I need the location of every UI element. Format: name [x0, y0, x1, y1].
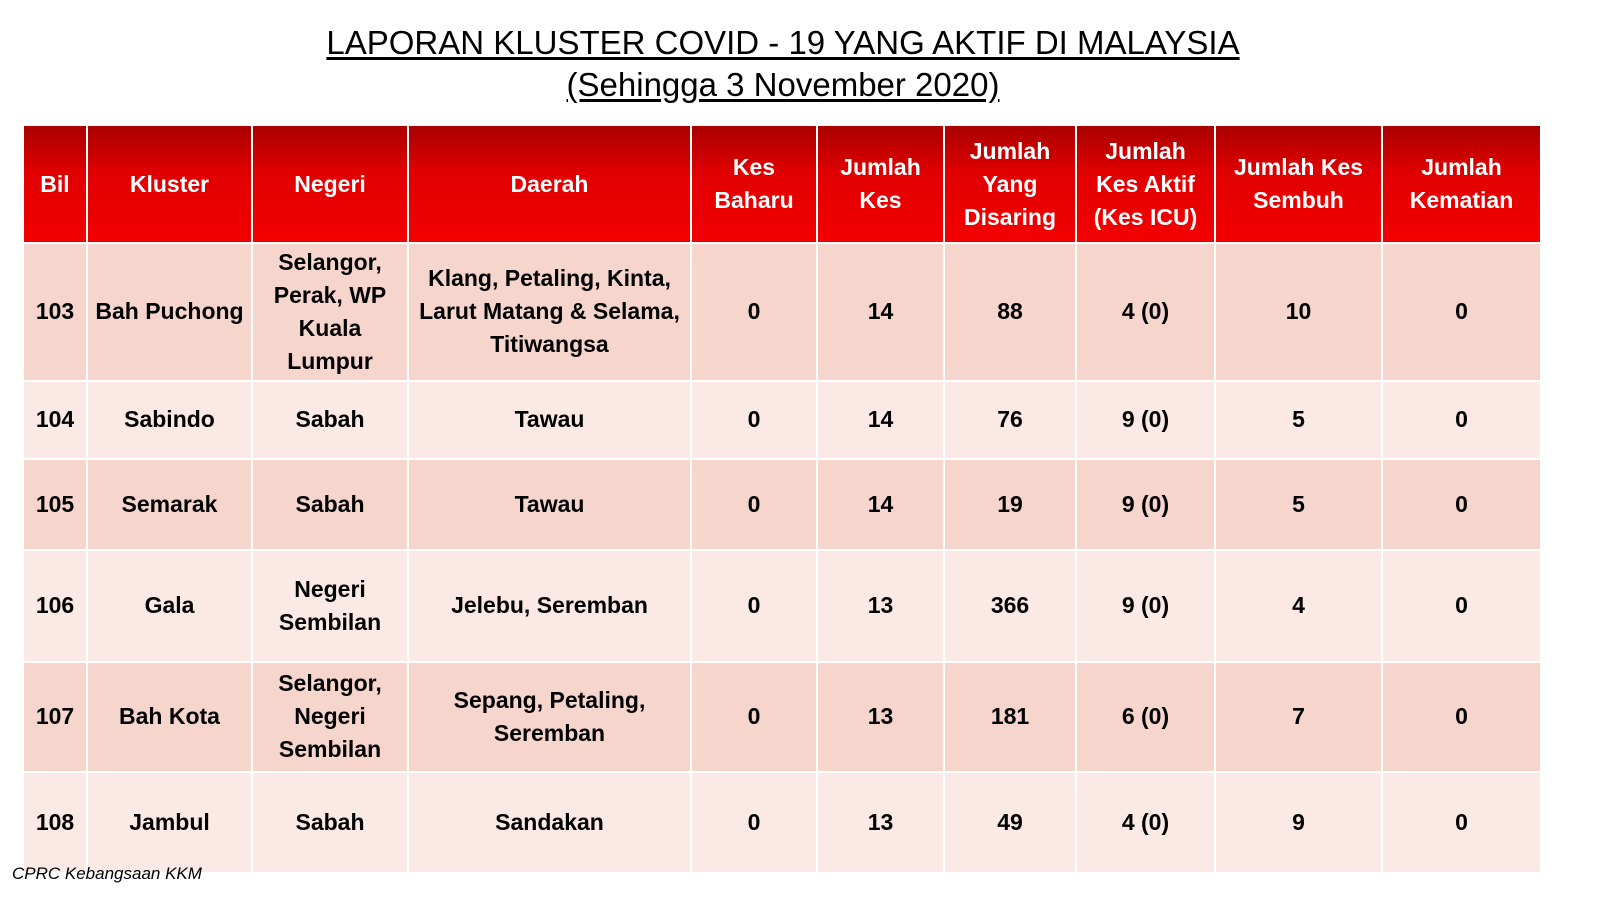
cell-jumlah-disaring: 88: [944, 243, 1076, 381]
cell-jumlah-disaring: 76: [944, 381, 1076, 459]
cell-daerah: Sandakan: [408, 772, 691, 873]
cell-jumlah-kes: 13: [817, 772, 944, 873]
cell-bil: 107: [23, 662, 87, 772]
cell-kes-aktif: 4 (0): [1076, 772, 1215, 873]
cell-kematian: 0: [1382, 550, 1541, 662]
cell-jumlah-kes: 14: [817, 243, 944, 381]
cell-negeri: Sabah: [252, 459, 408, 550]
cell-kematian: 0: [1382, 662, 1541, 772]
cell-jumlah-disaring: 49: [944, 772, 1076, 873]
header-kluster: Kluster: [87, 125, 252, 243]
cell-kes-baharu: 0: [691, 772, 817, 873]
cell-jumlah-kes: 14: [817, 381, 944, 459]
cell-negeri: Sabah: [252, 381, 408, 459]
header-kematian: Jumlah Kematian: [1382, 125, 1541, 243]
cell-kes-sembuh: 4: [1215, 550, 1382, 662]
cell-jumlah-kes: 13: [817, 550, 944, 662]
cell-kluster: Bah Puchong: [87, 243, 252, 381]
cell-negeri: Selangor, Perak, WP Kuala Lumpur: [252, 243, 408, 381]
cell-kematian: 0: [1382, 381, 1541, 459]
cell-daerah: Sepang, Petaling, Seremban: [408, 662, 691, 772]
cell-kes-baharu: 0: [691, 243, 817, 381]
table-row: [23, 381, 1541, 459]
cell-kes-sembuh: 9: [1215, 772, 1382, 873]
cell-kes-sembuh: 5: [1215, 381, 1382, 459]
cell-jumlah-disaring: 181: [944, 662, 1076, 772]
table-row: [23, 772, 1541, 873]
header-daerah: Daerah: [408, 125, 691, 243]
cell-daerah: Tawau: [408, 459, 691, 550]
cell-kematian: 0: [1382, 772, 1541, 873]
header-kes-baharu: Kes Baharu: [691, 125, 817, 243]
cell-kes-aktif: 9 (0): [1076, 459, 1215, 550]
cell-kluster: Semarak: [87, 459, 252, 550]
cell-kes-aktif: 4 (0): [1076, 243, 1215, 381]
cell-kluster: Gala: [87, 550, 252, 662]
header-jumlah-kes: Jumlah Kes: [817, 125, 944, 243]
table-row: [23, 662, 1541, 772]
cell-kes-sembuh: 7: [1215, 662, 1382, 772]
cell-kematian: 0: [1382, 243, 1541, 381]
cell-negeri: Selangor, Negeri Sembilan: [252, 662, 408, 772]
cell-bil: 105: [23, 459, 87, 550]
cell-bil: 108: [23, 772, 87, 873]
header-kes-sembuh: Jumlah Kes Sembuh: [1215, 125, 1382, 243]
cell-kluster: Jambul: [87, 772, 252, 873]
report-title: [0, 22, 1566, 106]
cell-kes-baharu: 0: [691, 662, 817, 772]
title-line-2: (Sehingga 3 November 2020): [566, 66, 1000, 103]
cell-jumlah-kes: 13: [817, 662, 944, 772]
cell-kes-baharu: 0: [691, 381, 817, 459]
cell-daerah: Klang, Petaling, Kinta, Larut Matang & Selama, Titiwangsa: [408, 243, 691, 381]
cell-bil: 103: [23, 243, 87, 381]
source-footer: CPRC Kebangsaan KKM: [12, 864, 202, 883]
title-line-1: LAPORAN KLUSTER COVID - 19 YANG AKTIF DI MALAYSIA: [326, 24, 1240, 61]
cell-kluster: Sabindo: [87, 381, 252, 459]
cell-kes-sembuh: 5: [1215, 459, 1382, 550]
header-negeri: Negeri: [252, 125, 408, 243]
table-row: [23, 459, 1541, 550]
header-kes-aktif: Jumlah Kes Aktif (Kes ICU): [1076, 125, 1215, 243]
cell-jumlah-disaring: 19: [944, 459, 1076, 550]
cell-negeri: Negeri Sembilan: [252, 550, 408, 662]
header-bil: Bil: [23, 125, 87, 243]
header-jumlah-disaring: Jumlah Yang Disaring: [944, 125, 1076, 243]
cell-kes-aktif: 6 (0): [1076, 662, 1215, 772]
cell-bil: 106: [23, 550, 87, 662]
cluster-table: [22, 124, 1542, 874]
cell-kes-sembuh: 10: [1215, 243, 1382, 381]
cell-kluster: Bah Kota: [87, 662, 252, 772]
cell-jumlah-kes: 14: [817, 459, 944, 550]
cell-daerah: Tawau: [408, 381, 691, 459]
cell-jumlah-disaring: 366: [944, 550, 1076, 662]
cell-kematian: 0: [1382, 459, 1541, 550]
table-row: [23, 243, 1541, 381]
cell-kes-aktif: 9 (0): [1076, 550, 1215, 662]
cell-negeri: Sabah: [252, 772, 408, 873]
table-header-row: [23, 125, 1541, 243]
cell-kes-aktif: 9 (0): [1076, 381, 1215, 459]
cell-bil: 104: [23, 381, 87, 459]
table-row: [23, 550, 1541, 662]
cell-kes-baharu: 0: [691, 550, 817, 662]
cell-kes-baharu: 0: [691, 459, 817, 550]
cell-daerah: Jelebu, Seremban: [408, 550, 691, 662]
